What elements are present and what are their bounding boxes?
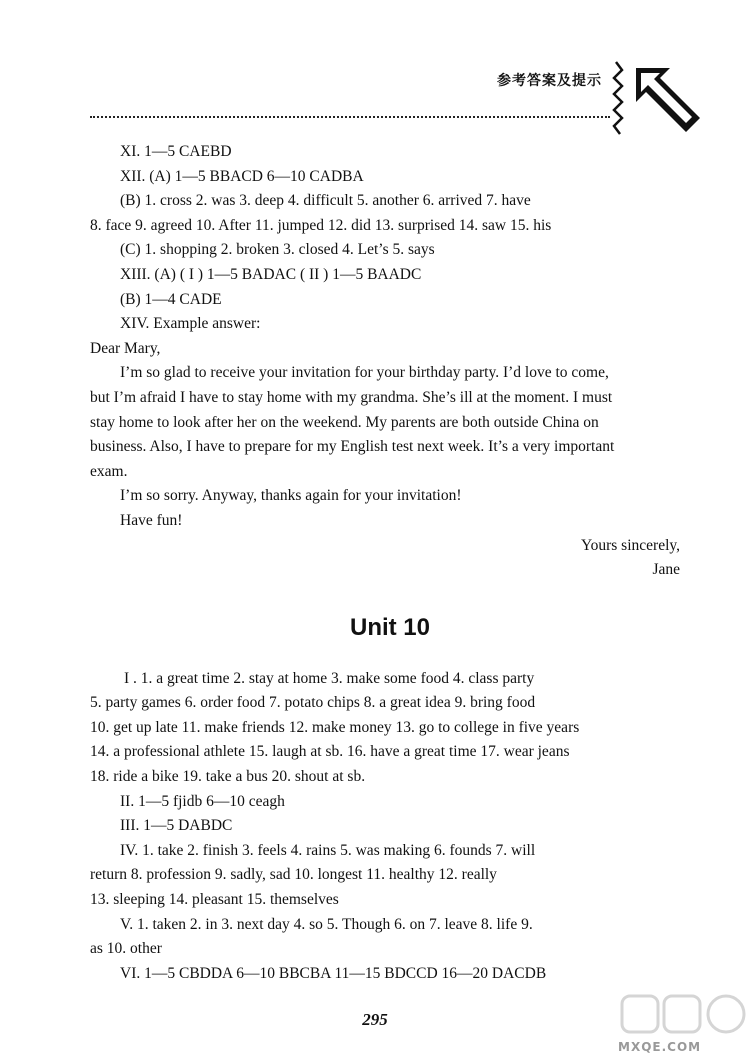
watermark-text: MXQE.COM xyxy=(618,1040,702,1054)
answer-content xyxy=(90,140,690,986)
answer-line: Yours sincerely, xyxy=(580,536,680,554)
answer-line: (B) 1. cross 2. was 3. deep 4. difficult 5. another 6. arrived 7. have xyxy=(120,192,531,210)
answer-line: business. Also, I have to prepare for my English test next week. It’s a very important xyxy=(90,438,615,456)
answer-line: (B) 1—4 CADE xyxy=(120,290,222,308)
answer-line: XII. (A) 1—5 BBACD 6—10 CADBA xyxy=(120,167,364,185)
answer-line: Dear Mary, xyxy=(90,339,161,357)
answer-line: exam. xyxy=(90,462,128,480)
answer-line: XI. 1—5 CAEBD xyxy=(120,143,232,160)
answer-line: IV. 1. take 2. finish 3. feels 4. rains 5. was making 6. founds 7. will xyxy=(120,841,536,859)
answer-line: I’m so sorry. Anyway, thanks again for your invitation! xyxy=(120,487,462,505)
answer-line: 13. sleeping 14. pleasant 15. themselves xyxy=(90,891,339,909)
answer-line: as 10. other xyxy=(90,940,162,958)
answer-line: Jane xyxy=(652,561,680,579)
header-title: 参考答案及提示 xyxy=(497,73,602,89)
answer-line: II. 1—5 fjidb 6—10 ceagh xyxy=(120,792,285,810)
answer-line: 8. face 9. agreed 10. After 11. jumped 12. did 13. surprised 14. saw 15. his xyxy=(90,216,552,234)
answer-line: XIII. (A) ( I ) 1—5 BADAC ( II ) 1—5 BAADC xyxy=(120,265,422,283)
answer-line: V. 1. taken 2. in 3. next day 4. so 5. Though 6. on 7. leave 8. life 9. xyxy=(120,915,533,933)
answer-line: 18. ride a bike 19. take a bus 20. shout at sb. xyxy=(90,768,366,786)
answer-line: I . 1. a great time 2. stay at home 3. make some food 4. class party xyxy=(124,669,535,687)
answer-line: I’m so glad to receive your invitation for your birthday party. I’d love to come, xyxy=(120,364,609,382)
header-divider xyxy=(90,116,610,118)
answer-line: 10. get up late 11. make friends 12. make money 13. go to college in five years xyxy=(90,718,580,736)
page-header xyxy=(0,0,750,140)
answer-line: but I’m afraid I have to stay home with my grandma. She’s ill at the moment. I must xyxy=(90,388,613,406)
answer-line: XIV. Example answer: xyxy=(120,315,261,333)
unit-title: Unit 10 xyxy=(349,613,430,641)
answer-line: VI. 1—5 CBDDA 6—10 BBCBA 11—15 BDCCD 16—20 DACDB xyxy=(120,964,547,982)
page-number: 295 xyxy=(362,1010,388,1029)
answer-line: III. 1—5 DABDC xyxy=(120,817,233,835)
answer-line: Have fun! xyxy=(120,511,183,529)
answer-line: 5. party games 6. order food 7. potato chips 8. a great idea 9. bring food xyxy=(90,694,536,712)
answer-line: (C) 1. shopping 2. broken 3. closed 4. Let’s 5. says xyxy=(120,241,435,259)
answer-line: 14. a professional athlete 15. laugh at sb. 16. have a great time 17. wear jeans xyxy=(90,743,570,761)
answer-line: stay home to look after her on the weekend. My parents are both outside China on xyxy=(90,413,599,431)
answer-line: return 8. profession 9. sadly, sad 10. longest 11. healthy 12. really xyxy=(90,866,497,884)
arrow-decoration-icon xyxy=(608,58,708,138)
